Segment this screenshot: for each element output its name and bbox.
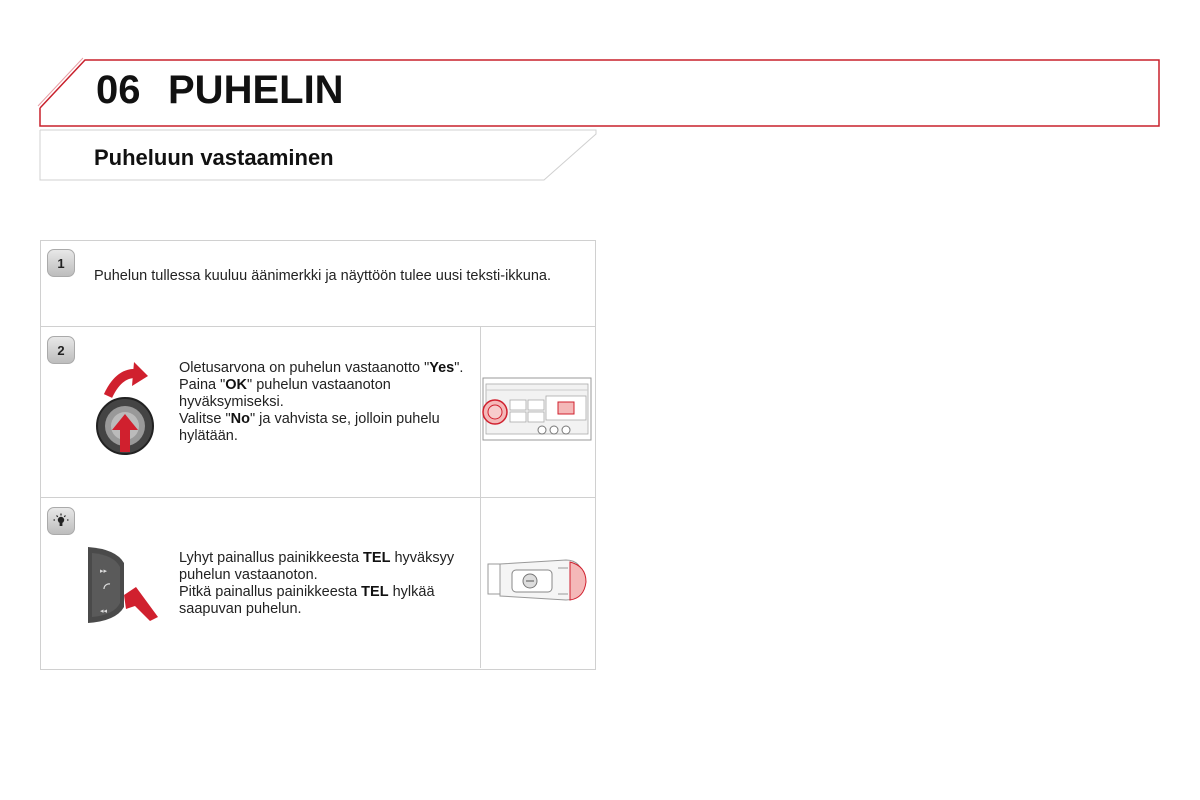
step-2-badge: 2 (47, 336, 75, 364)
step-2-line-1: Oletusarvona on puhelun vastaanotto "Yes". (179, 360, 464, 376)
step-3-text (179, 550, 471, 618)
step-2-text (179, 360, 471, 445)
step-2-line-2: Paina "OK" puhelun vastaanoton hyväksymiseksi. (179, 377, 391, 410)
chapter-number: 06 (96, 68, 141, 112)
chapter-title: PUHELIN (168, 68, 344, 112)
svg-text:▸▸: ▸▸ (100, 567, 108, 575)
rotary-knob-illustration (90, 362, 160, 462)
step-3-divider (480, 497, 481, 668)
step-1-badge: 1 (47, 249, 75, 277)
svg-text:◂◂: ◂◂ (100, 607, 108, 615)
section-title: Puheluun vastaaminen (94, 145, 334, 170)
radio-unit-illustration (482, 376, 594, 444)
lightbulb-icon (47, 507, 75, 535)
step-2-line-3: Valitse "No" ja vahvista se, jolloin puhelu hylätään. (179, 411, 440, 444)
step-1-text: Puhelun tullessa kuuluu äänimerkki ja näyttöön tulee uusi teksti-ikkuna. (94, 268, 552, 284)
step-3-line-2: Pitkä painallus painikkeesta TEL hylkää saapuvan puhelun. (179, 584, 435, 617)
steering-stalk-illustration (86, 545, 160, 625)
step-3-line-1: Lyhyt painallus painikkeesta TEL hyväksyy puhelun vastaanoton. (179, 550, 455, 583)
stalk-control-illustration (486, 556, 590, 606)
step-2-divider (480, 326, 481, 497)
